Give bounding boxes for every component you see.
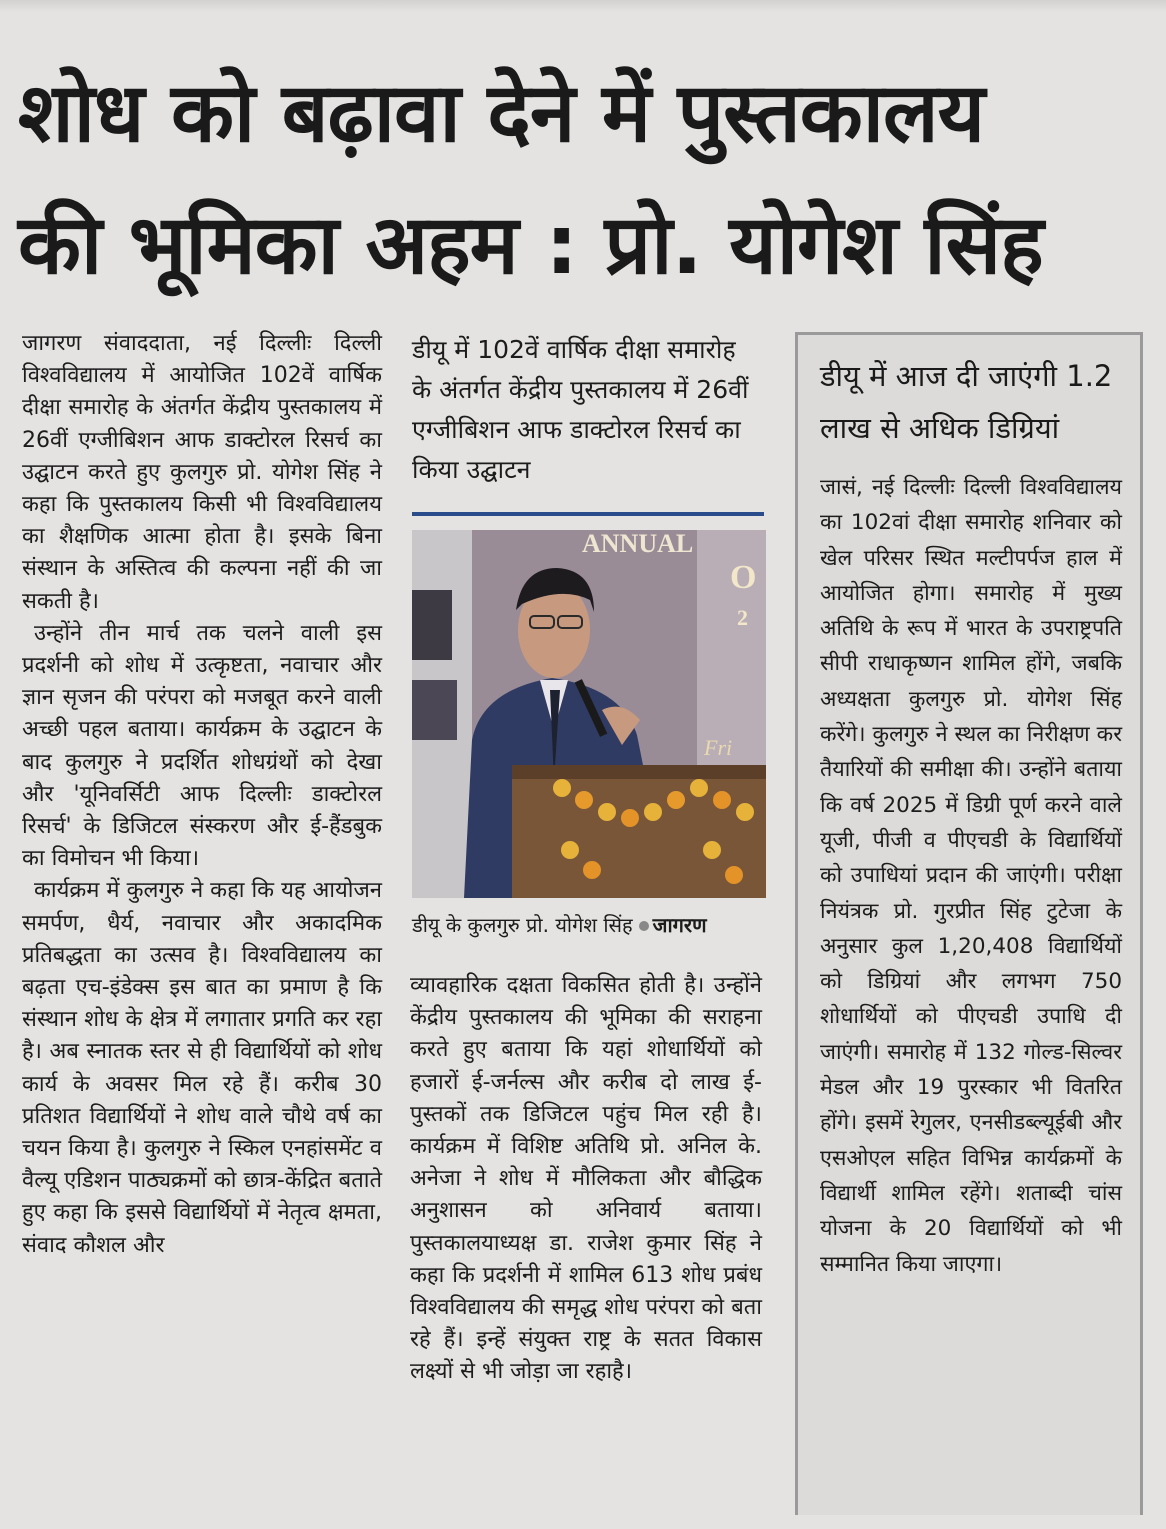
backdrop-text-1: ANNUAL <box>582 530 694 558</box>
left-paragraph-1: जागरण संवाददाता, नई दिल्लीः दिल्ली विश्वविद्यालय में आयोजित 102वें वार्षिक दीक्षा समारोह के अंतर्गत केंद्रीय पुस्तकालय में 26वीं एग्जीबिशन आफ डाक्टोरल रिसर्च का उद्घाटन करते हुए कुलगुरु प्रो. योगेश सिंह ने कहा कि पुस्तकालय किसी भी विश्वविद्यालय का शैक्षणिक आत्मा होता है। इसके बिना संस्थान के अस्तित्व की कल्पना नहीं की जा सकती है। <box>22 331 382 614</box>
bullet-dot-icon <box>639 921 649 931</box>
middle-column <box>410 970 762 1389</box>
page-top-edge <box>0 0 1166 12</box>
sidebar-title: डीयू में आज दी जाएंगी 1.2 लाख से अधिक डिग्रियां <box>820 359 1113 445</box>
backdrop-text-2: O <box>730 559 757 596</box>
sidebar-body <box>820 470 1122 1282</box>
sidebar-paragraph: जासं, नई दिल्लीः दिल्ली विश्वविद्यालय का 102वां दीक्षा समारोह शनिवार को खेल परिसर स्थित मल्टीपर्पज हाल में आयोजित होगा। समारोह में मुख्य अतिथि के रूप में भारत के उपराष्ट्रपति सीपी राधाकृष्णन शामिल होंगे, जबकि अध्यक्षता कुलगुरु प्रो. योगेश सिंह करेंगे। कुलगुरु ने स्थल का निरीक्षण कर तैयारियों की समीक्षा की। उन्होंने बताया कि वर्ष 2025 में डिग्री पूर्ण करने वाले यूजी, पीजी व पीएचडी के विद्यार्थियों को उपाधियां प्रदान की जाएंगी। परीक्षा नियंत्रक प्रो. गुरप्रीत सिंह टुटेजा के अनुसार कुल 1,20,408 विद्यार्थियों को डिग्रियां और लगभग 750 शोधार्थियों को पीएचडी उपाधि दी जाएंगी। समारोह में 132 गोल्ड-सिल्वर मेडल और 19 पुरस्कार भी वितरित होंगे। इसमें रेगुलर, एनसीडब्ल्यूईबी और एसओएल सहित विभिन्न कार्यक्रमों के विद्यार्थी शामिल रहेंगे। शताब्दी चांस योजना के 20 विद्यार्थियों को भी सम्मानित किया जाएगा। <box>820 475 1122 1277</box>
headline <box>18 48 1148 312</box>
news-photo <box>412 530 766 898</box>
backdrop-text-4: Fri <box>704 735 733 760</box>
left-column <box>22 328 382 1262</box>
backdrop-text-3: 2 <box>737 605 748 630</box>
left-paragraph-3: कार्यक्रम में कुलगुरु ने कहा कि यह आयोजन समर्पण, धैर्य, नवाचार और अकादमिक प्रतिबद्धता का उत्सव है। विश्वविद्यालय का बढ़ता एच-इंडेक्स इस बात का प्रमाण है कि संस्थान शोध के क्षेत्र में लगातार प्रगति कर रहा है। अब स्नातक स्तर से ही विद्यार्थियों को शोध कार्य के अवसर मिल रहे हैं। करीब 30 प्रतिशत विद्यार्थियों ने शोध वाले चौथे वर्ष का चयन किया है। कुलगुरु ने स्किल एनहांसमेंट व वैल्यू एडिशन पाठ्यक्रमों को छात्र-केंद्रित बताते हुए कहा कि इससे विद्यार्थियों में नेतृत्व क्षमता, संवाद कौशल और <box>22 878 382 1258</box>
headline-line-2: की भूमिका अहम : प्रो. योगेश सिंह <box>18 198 1043 293</box>
photo-credit: जागरण <box>652 913 707 937</box>
photo-illustration <box>412 530 766 898</box>
left-paragraph-2: उन्होंने तीन मार्च तक चलने वाली इस प्रदर्शनी को शोध में उत्कृष्टता, नवाचार और ज्ञान सृजन की परंपरा को मजबूत करने वाली अच्छी पहल बताया। कार्यक्रम के उद्घाटन के बाद कुलगुरु ने प्रदर्शित शोधग्रंथों को देखा और 'यूनिवर्सिटी आफ दिल्लीः डाक्टोरल रिसर्च' के डिजिटल संस्करण और ई-हैंडबुक का विमोचन भी किया। <box>22 620 382 872</box>
caption-text: डीयू के कुलगुरु प्रो. योगेश सिंह <box>412 913 633 937</box>
photo-caption <box>412 910 766 940</box>
middle-paragraph: व्यावहारिक दक्षता विकसित होती है। उन्होंने केंद्रीय पुस्तकालय की भूमिका की सराहना करते हुए बताया कि यहां शोधार्थियों को हजारों ई-जर्नल्स और करीब दो लाख ई-पुस्तकों तक डिजिटल पहुंच मिल रही है। कार्यक्रम में विशिष्ट अतिथि प्रो. अनिल के. अनेजा ने शोध में मौलिकता और बौद्धिक अनुशासन को अनिवार्य बताया। पुस्तकालयाध्यक्ष डा. राजेश कुमार सिंह ने कहा कि प्रदर्शनी में शामिल 613 शोध प्रबंध विश्वविद्यालय की समृद्ध शोध परंपरा को बता रहे हैं। इन्हें संयुक्त राष्ट्र के सतत विकास लक्ष्यों से भी जोड़ा जा रहाहै। <box>410 973 762 1385</box>
deck-divider <box>412 512 764 516</box>
article-deck: डीयू में 102वें वार्षिक दीक्षा समारोह के अंतर्गत केंद्रीय पुस्तकालय में 26वीं एग्जीबिशन आफ डाक्टोरल रिसर्च का किया उद्घाटन <box>412 335 749 484</box>
headline-line-1: शोध को बढ़ावा देने में पुस्तकालय <box>18 66 985 161</box>
